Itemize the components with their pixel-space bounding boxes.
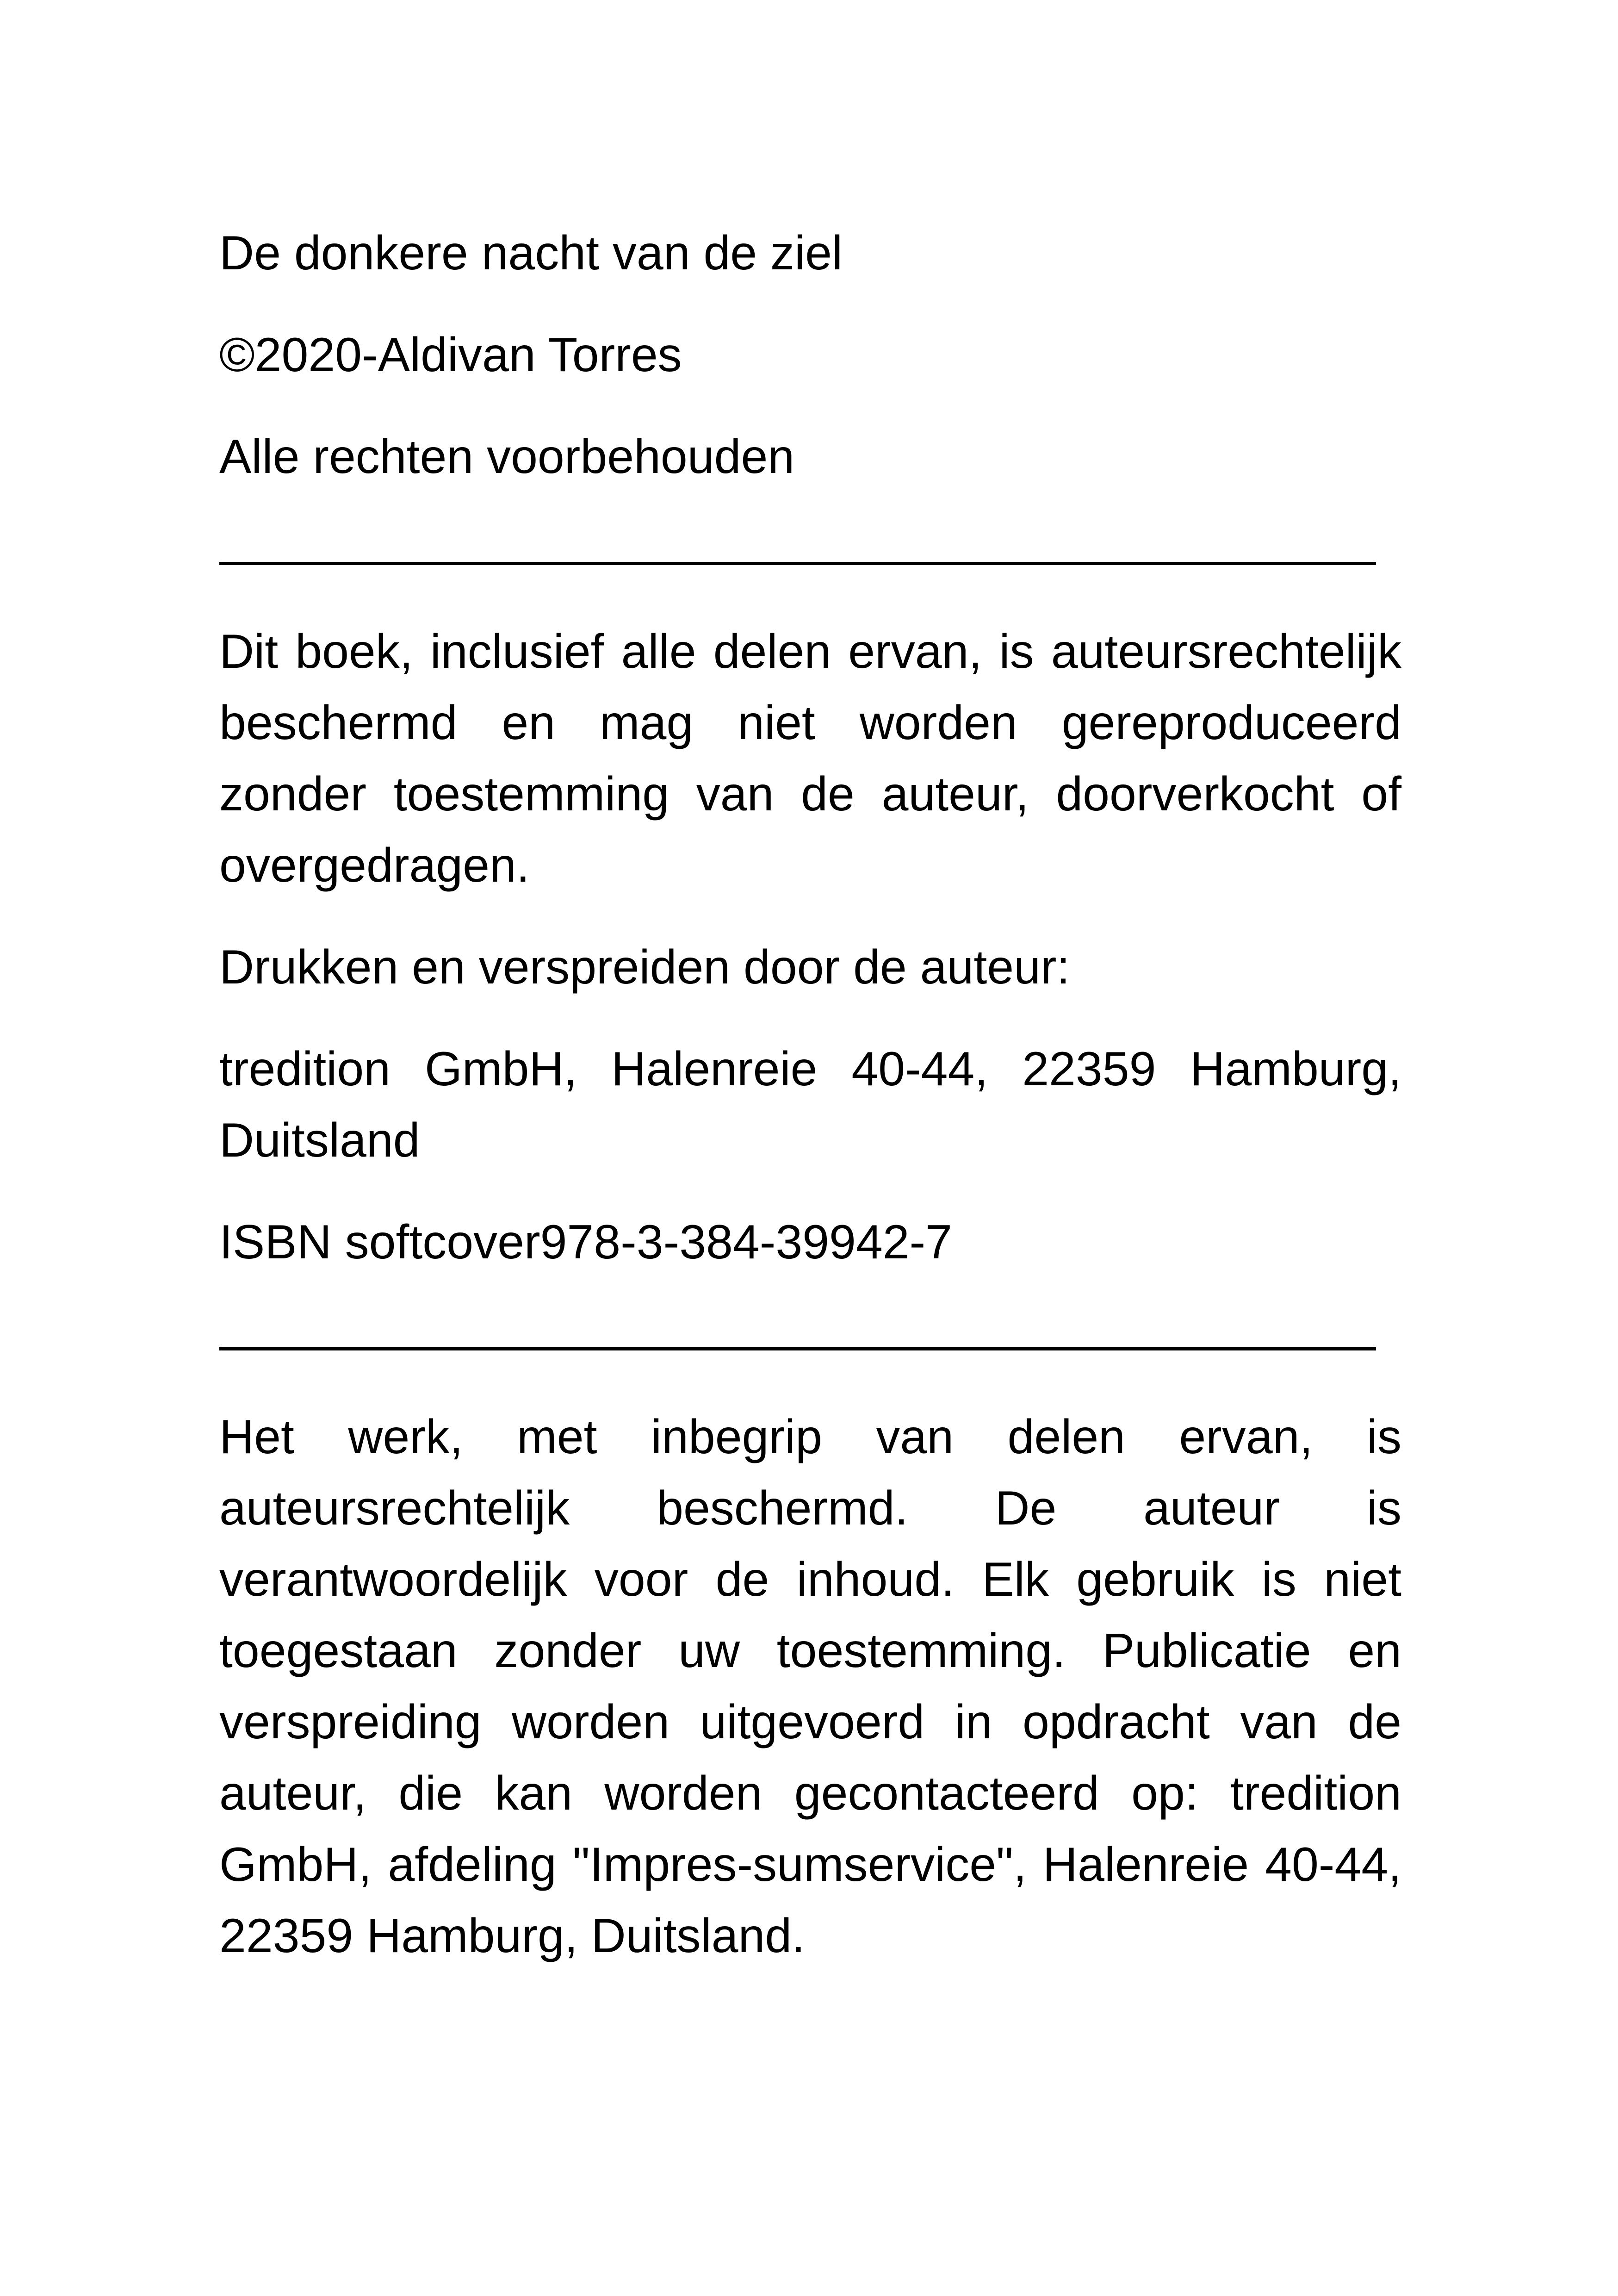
isbn-line: ISBN softcover978-3-384-39942-7 [219,1215,953,1269]
legal-notice: Het werk, met inbegrip van delen ervan, is auteursrechtelijk beschermd. De auteur is verantwoordelijk voor de inhoud. Elk gebruik is niet toegestaan zonder uw toestemming. Publicatie en verspreiding worden uitgevoerd in opdracht van de auteur, die kan worden gecontacteerd op: tredition GmbH, afdeling "Impres-sumservice", Halenreie 40-44, 22359 Hamburg, Duitsland. [219,1410,1401,1963]
page-content [219,218,1401,2002]
copyright-notice: Dit boek, inclusief alle delen ervan, is auteursrechtelijk beschermd en mag niet worden gereproduceerd zonder toestemming van de auteur, doorverkocht of overgedragen. [219,625,1401,892]
divider-rule [219,562,1376,565]
distribution-heading: Drukken en verspreiden door de auteur: [219,940,1070,994]
copyright-line: ©2020-Aldivan Torres [219,328,682,382]
book-title: De donkere nacht van de ziel [219,226,843,280]
rights-line: Alle rechten voorbehouden [219,430,795,484]
publisher-address: tredition GmbH, Halenreie 40-44, 22359 Hamburg, Duitsland [219,1042,1401,1167]
divider-rule [219,1347,1376,1350]
